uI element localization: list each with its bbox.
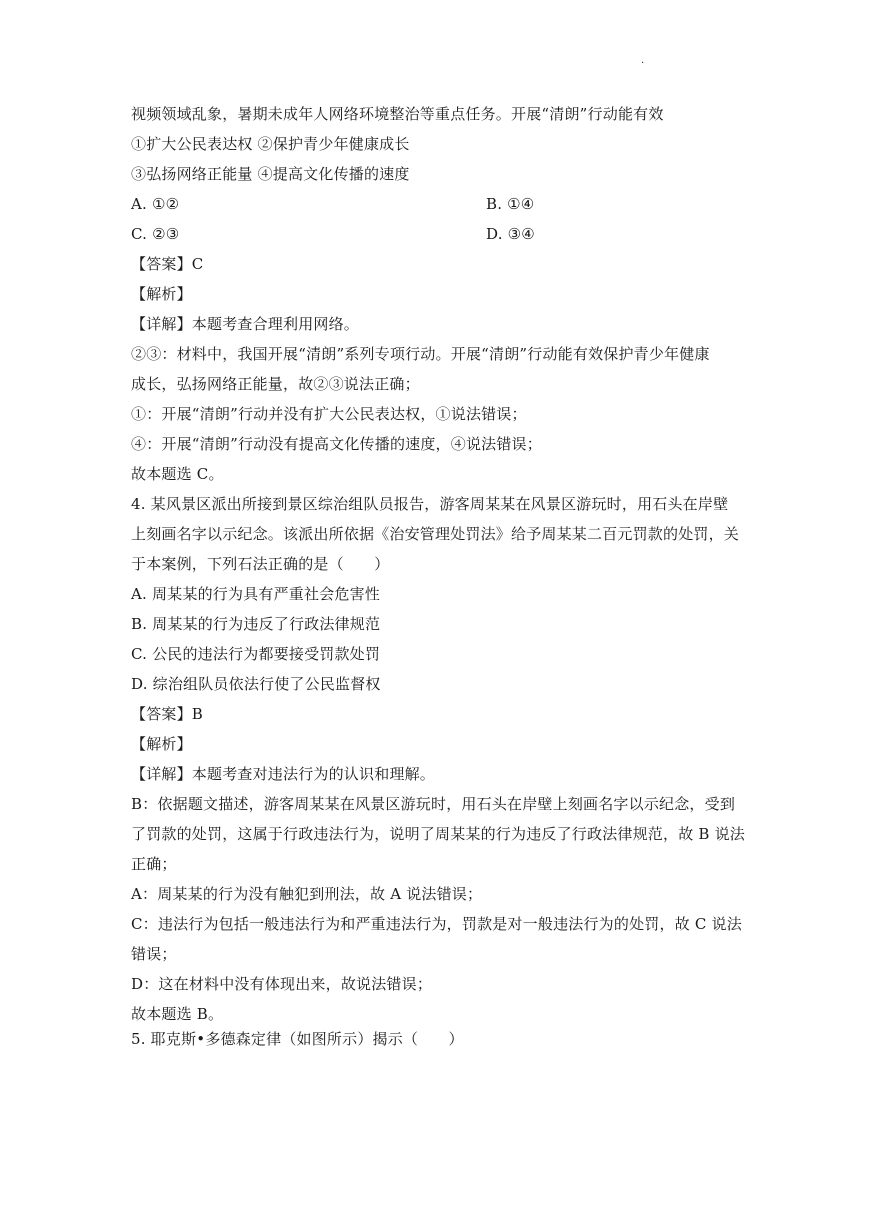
q4-explanation-line: 故本题选 B。 <box>131 1005 224 1023</box>
q5-stem: 5. 耶克斯•多德森定律（如图所示）揭示（ ） <box>131 1030 464 1048</box>
q3-explanation-line: 成长，弘扬网络正能量，故②③说法正确； <box>131 375 420 393</box>
q4-stem-line: 于本案例，下列石法正确的是（ ） <box>131 555 390 573</box>
q4-explanation-line: 了罚款的处罚，这属于行政违法行为，说明了周某某的行为违反了行政法律规范，故 B 说法 <box>131 825 745 843</box>
q3-option-a: A. ①② <box>131 195 180 213</box>
q4-stem-line: 4. 某风景区派出所接到景区综治组队员报告，游客周某某在风景区游玩时，用石头在岸壁 <box>131 495 729 513</box>
q3-explanation-line: ②③：材料中，我国开展“清朗”系列专项行动。开展“清朗”行动能有效保护青少年健康 <box>131 345 710 363</box>
q3-option-d: D. ③④ <box>486 225 535 243</box>
q3-stem-tail: 视频领域乱象，暑期未成年人网络环境整治等重点任务。开展“清朗”行动能有效 <box>131 105 664 123</box>
q3-analysis-heading: 【解析】 <box>131 285 192 303</box>
q4-option-b: B. 周某某的行为违反了行政法律规范 <box>131 615 381 633</box>
q4-explanation-line: B：依据题文描述，游客周某某在风景区游玩时，用石头在岸壁上刻画名字以示纪念，受到 <box>131 795 736 813</box>
q4-explanation-line: 正确； <box>131 855 177 873</box>
q4-answer: 【答案】B <box>131 705 204 723</box>
q4-option-c: C. 公民的违法行为都要接受罚款处罚 <box>131 645 381 663</box>
q3-item-line: ③弘扬网络正能量 ④提高文化传播的速度 <box>131 165 410 183</box>
q3-option-b: B. ①④ <box>486 195 535 213</box>
q3-item-line: ①扩大公民表达权 ②保护青少年健康成长 <box>131 135 410 153</box>
q4-explanation-line: A：周某某的行为没有触犯到刑法，故 A 说法错误； <box>131 885 483 903</box>
q4-option-d: D. 综治组队员依法行使了公民监督权 <box>131 675 381 693</box>
q4-stem-line: 上刻画名字以示纪念。该派出所依据《治安管理处罚法》给予周某某二百元罚款的处罚，关 <box>131 525 740 543</box>
q3-answer: 【答案】C <box>131 255 204 273</box>
q3-explanation-line: 【详解】本题考查合理利用网络。 <box>131 315 360 333</box>
q4-explanation-line: 错误； <box>131 945 177 963</box>
q3-explanation-line: ①：开展“清朗”行动并没有扩大公民表达权，①说法错误； <box>131 405 527 423</box>
q4-explanation-line: D：这在材料中没有体现出来，故说法错误； <box>131 975 433 993</box>
q4-explanation-line: C：违法行为包括一般违法行为和严重违法行为，罚款是对一般违法行为的处罚，故 C 说法 <box>131 915 742 933</box>
page-mark: . <box>641 55 645 66</box>
q4-explanation-line: 【详解】本题考查对违法行为的认识和理解。 <box>131 765 436 783</box>
q3-explanation-line: 故本题选 C。 <box>131 465 224 483</box>
q4-option-a: A. 周某某的行为具有严重社会危害性 <box>131 585 380 603</box>
q4-analysis-heading: 【解析】 <box>131 735 192 753</box>
q3-explanation-line: ④：开展“清朗”行动没有提高文化传播的速度，④说法错误； <box>131 435 542 453</box>
q3-option-c: C. ②③ <box>131 225 180 243</box>
